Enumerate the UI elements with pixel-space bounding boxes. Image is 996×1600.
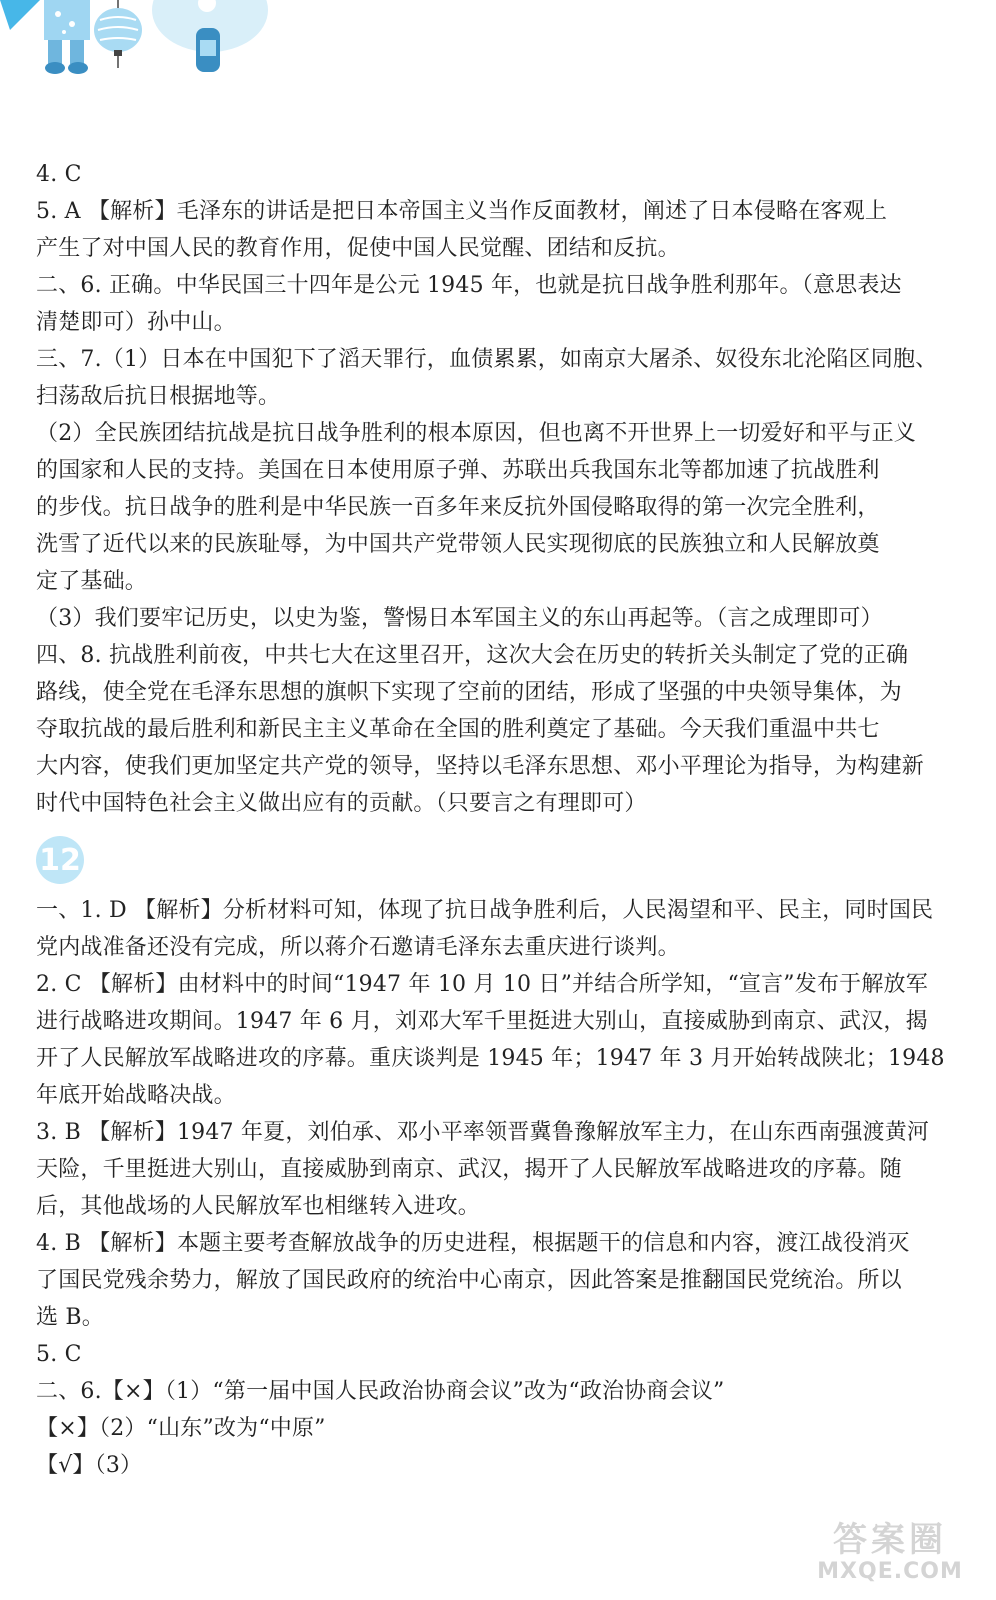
text-line: 进行战略进攻期间。1947 年 6 月，刘邓大军千里挺进大别山，直接威胁到南京、武汉，揭	[36, 1009, 928, 1034]
text-line: 【×】（2）“山东”改为“中原”	[36, 1416, 326, 1441]
text-line: 洗雪了近代以来的民族耻辱，为中国共产党带领人民实现彻底的民族独立和人民解放奠	[36, 532, 880, 557]
watermark	[810, 1520, 970, 1590]
text-line: 后，其他战场的人民解放军也相继转入进攻。	[36, 1194, 481, 1219]
text-line: 扫荡敌后抗日根据地等。	[36, 384, 281, 409]
section-number-badge: 12	[36, 836, 84, 884]
text-line: 时代中国特色社会主义做出应有的贡献。（只要言之有理即可）	[36, 791, 647, 816]
text-line: 2. C 【解析】由材料中的时间“1947 年 10 月 10 日”并结合所学知，“宣言”发布于解放军	[36, 972, 928, 997]
text-line: 4. B 【解析】本题主要考查解放战争的历史进程，根据题干的信息和内容，渡江战役消灭	[36, 1231, 910, 1256]
text-line: 路线，使全党在毛泽东思想的旗帜下实现了空前的团结，形成了坚强的中央领导集体，为	[36, 680, 902, 705]
text-line: 二、6.【×】（1）“第一届中国人民政治协商会议”改为“政治协商会议”	[36, 1379, 725, 1404]
text-line: 四、8. 抗战胜利前夜，中共七大在这里召开，这次大会在历史的转折关头制定了党的正确	[36, 643, 909, 668]
text-line: 二、6. 正确。中华民国三十四年是公元 1945 年，也就是抗日战争胜利那年。（意思表达	[36, 273, 902, 298]
watermark-logo-text: 答案圈	[833, 1520, 947, 1560]
text-line: 夺取抗战的最后胜利和新民主主义革命在全国的胜利奠定了基础。今天我们重温中共七	[36, 717, 880, 742]
answer-block-11	[36, 156, 966, 822]
text-line: 党内战准备还没有完成，所以蒋介石邀请毛泽东去重庆进行谈判。	[36, 935, 680, 960]
text-line: 定了基础。	[36, 569, 148, 594]
text-line: 【√】（3）	[36, 1453, 143, 1478]
answer-content	[36, 156, 966, 1484]
text-line: 3. B 【解析】1947 年夏，刘伯承、邓小平率领晋冀鲁豫解放军主力，在山东西南强渡黄河	[36, 1120, 930, 1145]
text-line: 清楚即可）孙中山。	[36, 310, 236, 335]
text-line: 开了人民解放军战略进攻的序幕。重庆谈判是 1945 年；1947 年 3 月开始转战陕北；1948	[36, 1046, 945, 1071]
answer-block-12	[36, 892, 966, 1484]
text-line: （2）全民族团结抗战是抗日战争胜利的根本原因，但也离不开世界上一切爱好和平与正义	[36, 421, 916, 446]
watermark-url: MXQE.COM	[817, 1559, 963, 1584]
text-line: 一、1. D 【解析】分析材料可知，体现了抗日战争胜利后，人民渴望和平、民主，同时国民	[36, 898, 934, 923]
text-line: 年底开始战略决战。	[36, 1083, 236, 1108]
text-line: 产生了对中国人民的教育作用，促使中国人民觉醒、团结和反抗。	[36, 236, 680, 261]
text-line: 5. C	[36, 1342, 82, 1367]
text-line: 4. C	[36, 162, 82, 187]
text-line: 大内容，使我们更加坚定共产党的领导，坚持以毛泽东思想、邓小平理论为指导，为构建新	[36, 754, 925, 779]
text-line: 5. A 【解析】毛泽东的讲话是把日本帝国主义当作反面教材，阐述了日本侵略在客观上	[36, 199, 888, 224]
text-line: 的国家和人民的支持。美国在日本使用原子弹、苏联出兵我国东北等都加速了抗战胜利	[36, 458, 880, 483]
lantern-illustration	[0, 0, 280, 90]
text-line: 三、7.（1）日本在中国犯下了滔天罪行，血债累累，如南京大屠杀、奴役东北沦陷区同胞、	[36, 347, 938, 372]
text-line: 天险，千里挺进大别山，直接威胁到南京、武汉，揭开了人民解放军战略进攻的序幕。随	[36, 1157, 902, 1182]
text-line: （3）我们要牢记历史，以史为鉴，警惕日本军国主义的东山再起等。（言之成理即可）	[36, 606, 883, 631]
text-line: 的步伐。抗日战争的胜利是中华民族一百多年来反抗外国侵略取得的第一次完全胜利，	[36, 495, 880, 520]
text-line: 选 B。	[36, 1305, 104, 1330]
text-line: 了国民党残余势力，解放了国民政府的统治中心南京，因此答案是推翻国民党统治。所以	[36, 1268, 902, 1293]
